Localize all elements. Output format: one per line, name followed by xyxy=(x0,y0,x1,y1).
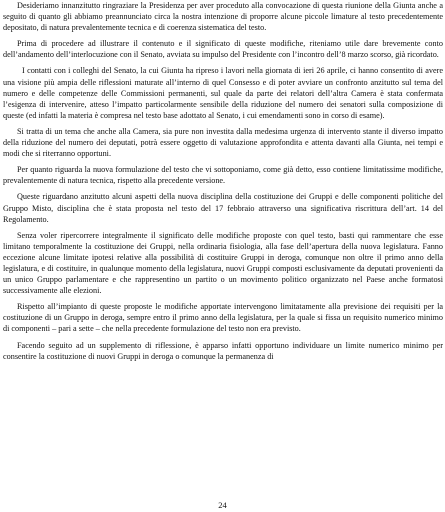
paragraph: Rispetto all’impianto di queste proposte le modifiche apportate intervengono limitatamente alla previsione dei requisiti per la costituzione di un Gruppo in deroga, sempre entro il primo anno della legislatura, per la quale si fissa un requisito numerico minimo di componenti – pari a sette – che nella precedente formulazione del testo non era previsto. xyxy=(3,302,443,334)
paragraph: Queste riguardano anzitutto alcuni aspetti della nuova disciplina della costituzione dei Gruppi e delle componenti politiche del Gruppo Misto, disciplina che è stata proposta nel testo del 17 febbraio attraverso una significativa riscrittura dell’art. 14 del Regolamento. xyxy=(3,192,443,224)
paragraph: Si tratta di un tema che anche alla Camera, sia pure non investita dalla medesima urgenza di intervento stante il diverso impatto della riduzione del numero dei deputati, potrà essere oggetto di valutazione approfondita e attenta davanti alla Giunta, nei tempi e modi che si riterranno opportuni. xyxy=(3,126,443,159)
body-text xyxy=(3,0,443,367)
page-number: 24 xyxy=(218,500,227,510)
paragraph: Facendo seguito ad un supplemento di riflessione, è apparso infatti opportuno individuare un limite numerico minimo per consentire la costituzione di nuovi Gruppi in deroga o comunque la permanenza di xyxy=(3,340,443,361)
paragraph: Senza voler ripercorrere integralmente il significato delle modifiche proposte con quel testo, basti qui rammentare che esse limitano temporalmente la costituzione dei Gruppi, nella ordinaria fisiologia, alla fase dell’apertura della nuova legislatura. Fanno eccezione alcune limitate ipotesi relative alla possibilità di costituire Gruppi in deroga, comunque non oltre il primo anno della legislatura, e di costituire, in qualunque momento della legislatura, nuovi Gruppi composti esclusivamente da deputati provenienti da un unico Gruppo parlamentare e che rappresentino un partito o un movimento politico organizzato nel Paese anche formatosi successivamente alle elezioni. xyxy=(3,230,443,296)
paragraph: Per quanto riguarda la nuova formulazione del testo che vi sottoponiamo, come già detto, esso contiene limitatissime modifiche, prevalentemente di natura tecnica, rispetto alla precedente versione. xyxy=(3,165,443,186)
paragraph: Prima di procedere ad illustrare il contenuto e il significato di queste modifiche, riteniamo utile dare brevemente conto dell’andamento dell’interlocuzione con il Senato, avviata su impulso del Presidente con l’incontro dell’8 marzo scorso, già ricordato. xyxy=(3,39,443,60)
paragraph: I contatti con i colleghi del Senato, la cui Giunta ha ripreso i lavori nella giornata di ieri 26 aprile, ci hanno consentito di avere una visione più ampia delle riflessioni maturate all’interno di quel Consesso e di poter avviare un confronto anzitutto sul tema del numero e delle competenze delle Commissioni permanenti, sul quale da parte dei relatori dell’altra Camera è stata confermata l’esigenza di intervenire, atteso l’impatto particolarmente sensibile della riduzione del numero dei senatori sulla composizione di queste (ed infatti la materia è compresa nel testo base adottato al Senato, i cui emendamenti sono in corso di esame). xyxy=(3,66,443,120)
paragraph: Desideriamo innanzitutto ringraziare la Presidenza per aver proceduto alla convocazione di questa riunione della Giunta anche a seguito di quanto gli abbiamo preannunciato circa la nostra intenzione di proporre alcune piccole limature al testo precedentemente depositato, di natura prevalentemente tecnica e di coerenza sistematica del testo. xyxy=(3,1,443,33)
